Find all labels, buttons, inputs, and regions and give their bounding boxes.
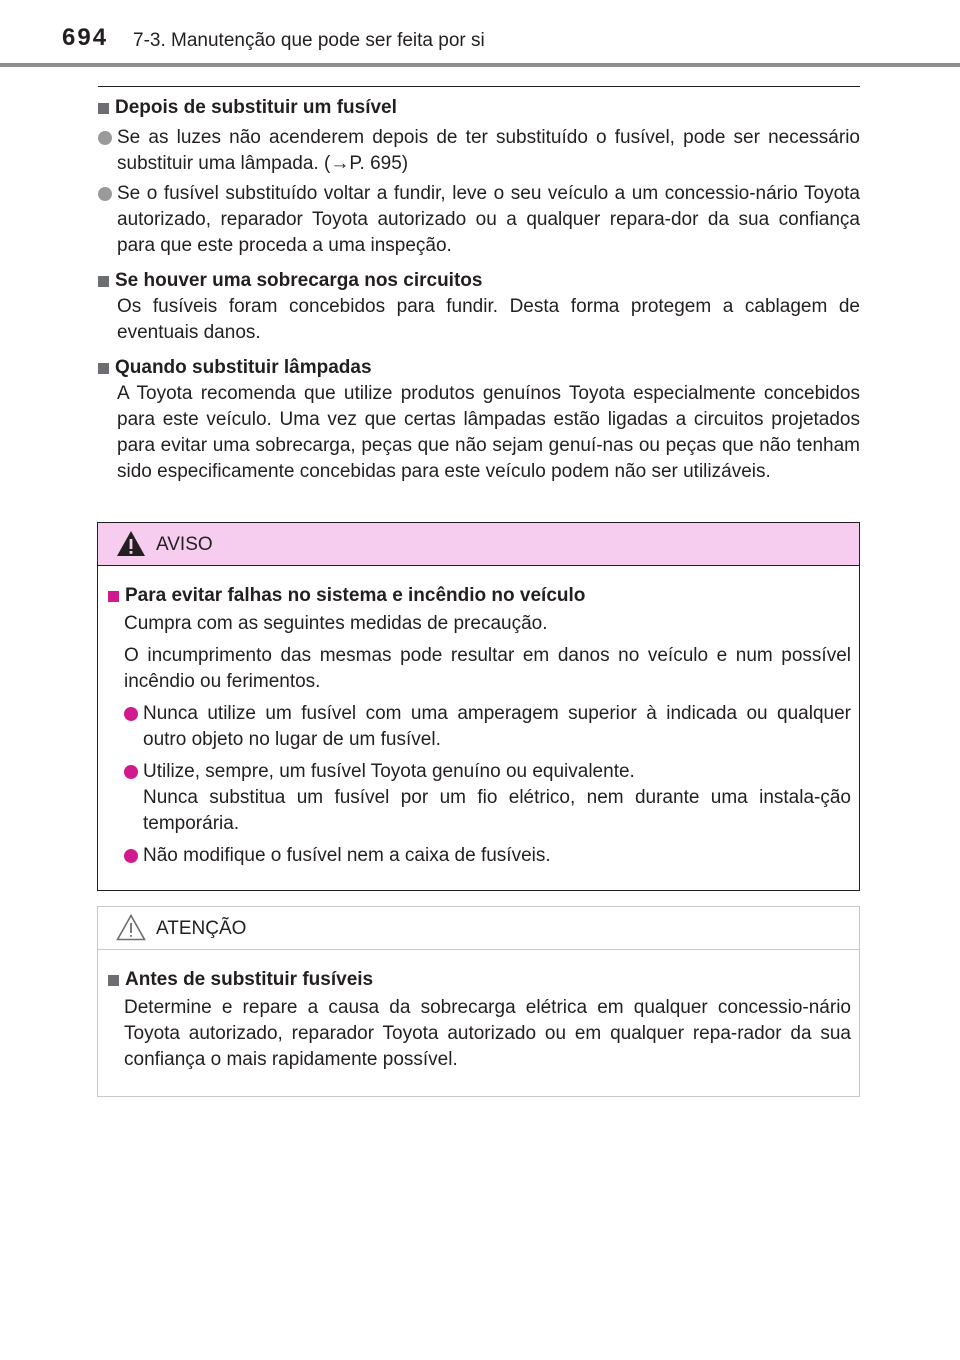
- list-item: [98, 125, 860, 177]
- warning-heading-text: Para evitar falhas no sistema e incêndio no veículo: [125, 585, 586, 606]
- caution-box-title: ATENÇÃO: [156, 918, 247, 939]
- list-item: [124, 701, 851, 753]
- caution-heading: [108, 967, 851, 993]
- list-item-text: [143, 759, 851, 837]
- caution-paragraph: Determine e repare a causa da sobrecarga elétrica em qualquer concessio-nário Toyota autorizado, reparador Toyota autorizado ou em qualquer repa-rador da sua confiança o mais rapidamente possível.: [124, 997, 851, 1070]
- caution-heading-text: Antes de substituir fusíveis: [125, 969, 374, 990]
- header-rule: [0, 63, 960, 67]
- square-bullet-icon: [98, 276, 109, 287]
- section-heading-text: Depois de substituir um fusível: [115, 97, 397, 118]
- section-heading: [98, 355, 860, 381]
- main-content: [98, 86, 860, 494]
- round-bullet-icon: [124, 765, 138, 779]
- list-item-text: Se as luzes não acenderem depois de ter substituído o fusível, pode ser necessário substituir uma lâmpada. (→P. 695): [117, 127, 860, 174]
- section-heading: [98, 268, 860, 294]
- warning-paragraph: O incumprimento das mesmas pode resultar em danos no veículo e num possível incêndio ou ferimentos.: [124, 645, 851, 692]
- square-bullet-icon: [98, 103, 109, 114]
- section-replacing-bulbs: [98, 355, 860, 485]
- square-bullet-icon: [108, 591, 119, 602]
- section-after-fuse-replacement: [98, 95, 860, 259]
- warning-box-body: [98, 566, 859, 869]
- list-item: [124, 843, 851, 869]
- caution-box-body: [98, 950, 859, 1073]
- list-item: [98, 181, 860, 259]
- chapter-title: 7-3. Manutenção que pode ser feita por si: [133, 30, 485, 51]
- warning-box-header: [98, 523, 859, 566]
- warning-triangle-icon: [116, 530, 146, 557]
- list-item-text: Se o fusível substituído voltar a fundir, leve o seu veículo a um concessio-nário Toyota autorizado, reparador Toyota autorizado ou a qualquer repara-dor da sua confiança para que este proceda a uma inspeção.: [117, 183, 860, 256]
- section-heading-text: Quando substituir lâmpadas: [115, 357, 372, 378]
- square-bullet-icon: [98, 363, 109, 374]
- section-circuit-overload: [98, 268, 860, 346]
- section-paragraph: A Toyota recomenda que utilize produtos genuínos Toyota especialmente concebidos para este veículo. Uma vez que certas lâmpadas estão ligadas a circuitos projetados para evitar uma sobrecarga, peças que não sejam genuí-nas ou peças que não tenham sido especificamente concebidas para este veículo podem não ser utilizáveis.: [117, 383, 860, 482]
- list-item-text: Não modifique o fusível nem a caixa de fusíveis.: [143, 845, 551, 866]
- content-divider: [98, 86, 860, 87]
- round-bullet-icon: [98, 187, 112, 201]
- warning-box: [97, 522, 860, 891]
- list-item-line: Utilize, sempre, um fusível Toyota genuíno ou equivalente.: [143, 761, 635, 782]
- caution-triangle-icon: [116, 914, 146, 941]
- list-item-text: Nunca utilize um fusível com uma amperagem superior à indicada ou qualquer outro objeto no lugar de um fusível.: [143, 703, 851, 750]
- round-bullet-icon: [98, 131, 112, 145]
- list-item-line: Nunca substitua um fusível por um fio elétrico, nem durante uma instala-ção temporária.: [143, 787, 851, 834]
- list-item: [124, 759, 851, 837]
- round-bullet-icon: [124, 849, 138, 863]
- warning-heading: [108, 583, 851, 609]
- square-bullet-icon: [108, 975, 119, 986]
- caution-box: [97, 906, 860, 1097]
- page-header: [0, 0, 960, 68]
- round-bullet-icon: [124, 707, 138, 721]
- section-heading: [98, 95, 860, 121]
- page-number: 694: [62, 24, 109, 51]
- caution-box-header: [98, 907, 859, 950]
- section-paragraph: Os fusíveis foram concebidos para fundir. Desta forma protegem a cablagem de eventuais danos.: [117, 296, 860, 343]
- warning-box-title: AVISO: [156, 534, 213, 555]
- warning-paragraph: Cumpra com as seguintes medidas de precaução.: [124, 613, 548, 634]
- section-heading-text: Se houver uma sobrecarga nos circuitos: [115, 270, 483, 291]
